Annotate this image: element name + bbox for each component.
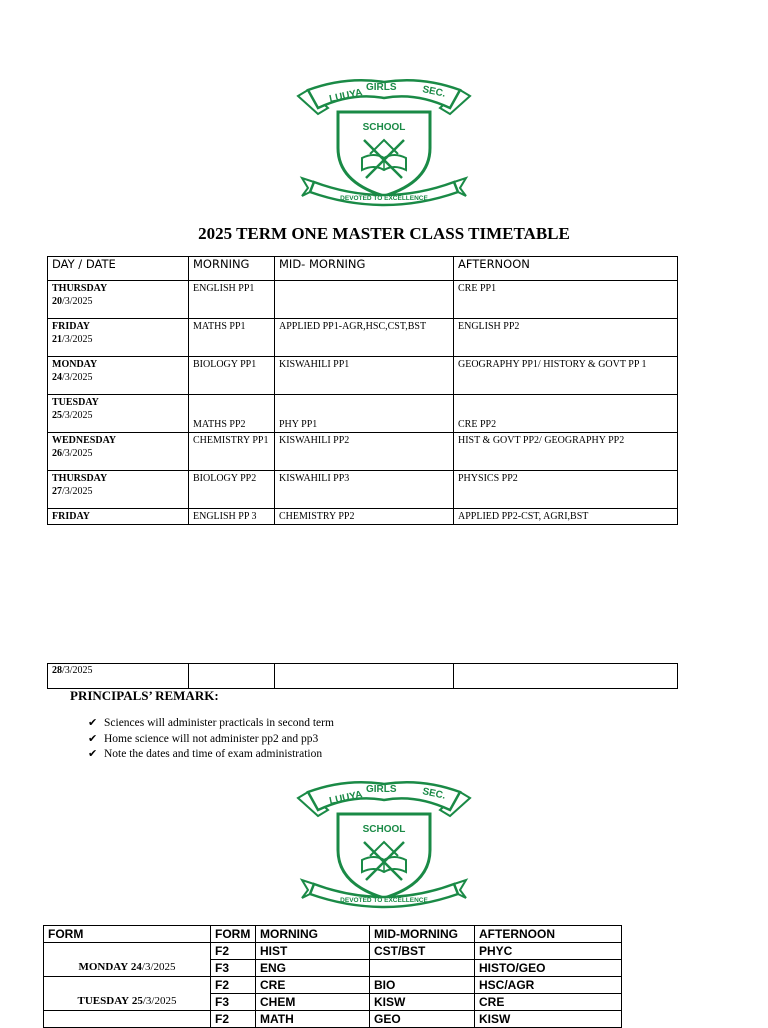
day-name: THURSDAY: [52, 473, 108, 484]
header-form: FORM: [44, 926, 211, 943]
date-rest: /3/2025: [62, 334, 93, 345]
date-rest: /3/2025: [142, 995, 177, 1007]
day-name: FRIDAY: [52, 511, 90, 522]
day-date-cell: [44, 977, 211, 1011]
form-cell: F2: [211, 1011, 256, 1028]
checkmark-icon: ✔: [88, 731, 98, 745]
crest-motto-text: DEVOTED TO EXCELLENCE: [340, 195, 428, 202]
form-cell: F3: [211, 960, 256, 977]
date-day: 26: [52, 448, 62, 459]
list-item: [88, 715, 334, 731]
header-mid-morning: MID- MORNING: [275, 257, 454, 281]
table-row: [48, 664, 678, 689]
header-morning: MORNING: [256, 926, 370, 943]
remark-text: Home science will not administer pp2 and pp3: [104, 732, 319, 745]
date-rest: /3/2025: [62, 448, 93, 459]
principals-remark-title: PRINCIPALS’ REMARK:: [70, 688, 219, 703]
day-date-cell: [48, 281, 189, 319]
mid-morning-cell: [275, 664, 454, 689]
date-day: 21: [52, 334, 62, 345]
morning-cell: MATHS PP2: [189, 395, 275, 433]
form-cell: F3: [211, 994, 256, 1011]
afternoon-cell: [454, 664, 678, 689]
banner-left-text: LUUYA: [328, 789, 364, 807]
afternoon-cell: KISW: [475, 1011, 622, 1028]
date-rest: /3/2025: [141, 961, 176, 973]
remarks-list: [88, 715, 334, 762]
mid-morning-cell: [370, 960, 475, 977]
remark-text: Note the dates and time of exam administration: [104, 748, 323, 760]
form-timetable: [43, 925, 622, 1028]
school-crest-logo: [294, 780, 474, 910]
table-row: [44, 977, 622, 994]
banner-left-text: LUUYA: [328, 87, 364, 105]
list-item: [88, 746, 334, 762]
table-row: [44, 943, 622, 960]
date-rest: /3/2025: [62, 410, 93, 421]
date-day: 27: [52, 486, 62, 497]
mid-morning-cell: GEO: [370, 1011, 475, 1028]
crest-shield: [338, 112, 430, 196]
remark-text: Sciences will administer practicals in second term: [104, 717, 334, 729]
header-day-date: DAY / DATE: [48, 257, 189, 281]
date-day: 20: [52, 296, 62, 307]
morning-cell: CHEM: [256, 994, 370, 1011]
mid-morning-cell: [275, 281, 454, 319]
table-row: [48, 395, 678, 433]
morning-cell: ENG: [256, 960, 370, 977]
morning-cell: HIST: [256, 943, 370, 960]
header-afternoon: AFTERNOON: [454, 257, 678, 281]
afternoon-cell: HIST & GOVT PP2/ GEOGRAPHY PP2: [454, 433, 678, 471]
day-name: FRIDAY: [52, 321, 90, 332]
day-date-cell: [48, 395, 189, 433]
table-row: [48, 281, 678, 319]
date-rest: /3/2025: [62, 372, 93, 383]
date-day: 25: [131, 995, 143, 1007]
banner-center-text: GIRLS: [366, 82, 397, 93]
table-row: [48, 509, 678, 525]
crest-shield: [338, 814, 430, 898]
day-name: MONDAY: [78, 961, 129, 973]
school-crest-logo: [294, 78, 474, 208]
table-header-row: [48, 257, 678, 281]
afternoon-cell: HSC/AGR: [475, 977, 622, 994]
date-day: 24: [52, 372, 62, 383]
afternoon-cell: CRE PP1: [454, 281, 678, 319]
table-row: [44, 1011, 622, 1028]
date-day: 28: [52, 665, 62, 676]
header-form-level: FORM: [211, 926, 256, 943]
day-name: WEDNESDAY: [52, 435, 117, 446]
day-date-cell: [48, 433, 189, 471]
afternoon-cell: CRE PP2: [454, 395, 678, 433]
table-row: [48, 319, 678, 357]
day-name: MONDAY: [52, 359, 98, 370]
day-date-cell: [48, 471, 189, 509]
mid-morning-cell: KISWAHILI PP3: [275, 471, 454, 509]
date-day: 25: [52, 410, 62, 421]
afternoon-cell: PHYC: [475, 943, 622, 960]
mid-morning-cell: CST/BST: [370, 943, 475, 960]
day-name: TUESDAY: [52, 397, 99, 408]
master-timetable: [47, 256, 678, 525]
header-afternoon: AFTERNOON: [475, 926, 622, 943]
mid-morning-cell: KISWAHILI PP2: [275, 433, 454, 471]
mid-morning-cell: CHEMISTRY PP2: [275, 509, 454, 525]
form-cell: F2: [211, 943, 256, 960]
day-date-cell: [48, 319, 189, 357]
date-day: 24: [130, 961, 142, 973]
day-date-cell: [48, 664, 189, 689]
morning-cell: MATHS PP1: [189, 319, 275, 357]
date-rest: /3/2025: [62, 296, 93, 307]
afternoon-cell: GEOGRAPHY PP1/ HISTORY & GOVT PP 1: [454, 357, 678, 395]
afternoon-cell: ENGLISH PP2: [454, 319, 678, 357]
crest-motto-text: DEVOTED TO EXCELLENCE: [340, 897, 428, 904]
morning-cell: ENGLISH PP 3: [189, 509, 275, 525]
table-row: [48, 471, 678, 509]
banner-center-text: GIRLS: [366, 784, 397, 795]
crest-school-text: SCHOOL: [362, 122, 406, 133]
mid-morning-cell: APPLIED PP1-AGR,HSC,CST,BST: [275, 319, 454, 357]
form-cell: F2: [211, 977, 256, 994]
morning-cell: CHEMISTRY PP1: [189, 433, 275, 471]
morning-cell: MATH: [256, 1011, 370, 1028]
checkmark-icon: ✔: [88, 747, 98, 760]
afternoon-cell: APPLIED PP2-CST, AGRI,BST: [454, 509, 678, 525]
banner-right-text: SEC.: [421, 786, 447, 802]
day-name: TUESDAY: [77, 995, 130, 1007]
banner-right-text: SEC.: [421, 84, 447, 100]
mid-morning-cell: BIO: [370, 977, 475, 994]
morning-cell: ENGLISH PP1: [189, 281, 275, 319]
mid-morning-cell: KISWAHILI PP1: [275, 357, 454, 395]
mid-morning-cell: PHY PP1: [275, 395, 454, 433]
table-row: [48, 433, 678, 471]
checkmark-icon: ✔: [88, 716, 98, 729]
morning-cell: BIOLOGY PP1: [189, 357, 275, 395]
crest-school-text: SCHOOL: [362, 824, 406, 835]
table-header-row: [44, 926, 622, 943]
day-name: THURSDAY: [52, 283, 108, 294]
page-title: 2025 TERM ONE MASTER CLASS TIMETABLE: [198, 224, 570, 243]
morning-cell: CRE: [256, 977, 370, 994]
day-date-cell: [44, 943, 211, 977]
day-date-cell: [44, 1011, 211, 1028]
morning-cell: BIOLOGY PP2: [189, 471, 275, 509]
morning-cell: [189, 664, 275, 689]
date-rest: /3/2025: [62, 665, 93, 676]
header-mid-morning: MID-MORNING: [370, 926, 475, 943]
crest-banner: [298, 80, 470, 114]
day-date-cell: [48, 509, 189, 525]
list-item: [88, 731, 334, 747]
afternoon-cell: HISTO/GEO: [475, 960, 622, 977]
afternoon-cell: CRE: [475, 994, 622, 1011]
afternoon-cell: PHYSICS PP2: [454, 471, 678, 509]
header-morning: MORNING: [189, 257, 275, 281]
mid-morning-cell: KISW: [370, 994, 475, 1011]
date-rest: /3/2025: [62, 486, 93, 497]
crest-banner: [298, 782, 470, 816]
day-date-cell: [48, 357, 189, 395]
table-row: [48, 357, 678, 395]
master-timetable-continued: [47, 663, 678, 689]
